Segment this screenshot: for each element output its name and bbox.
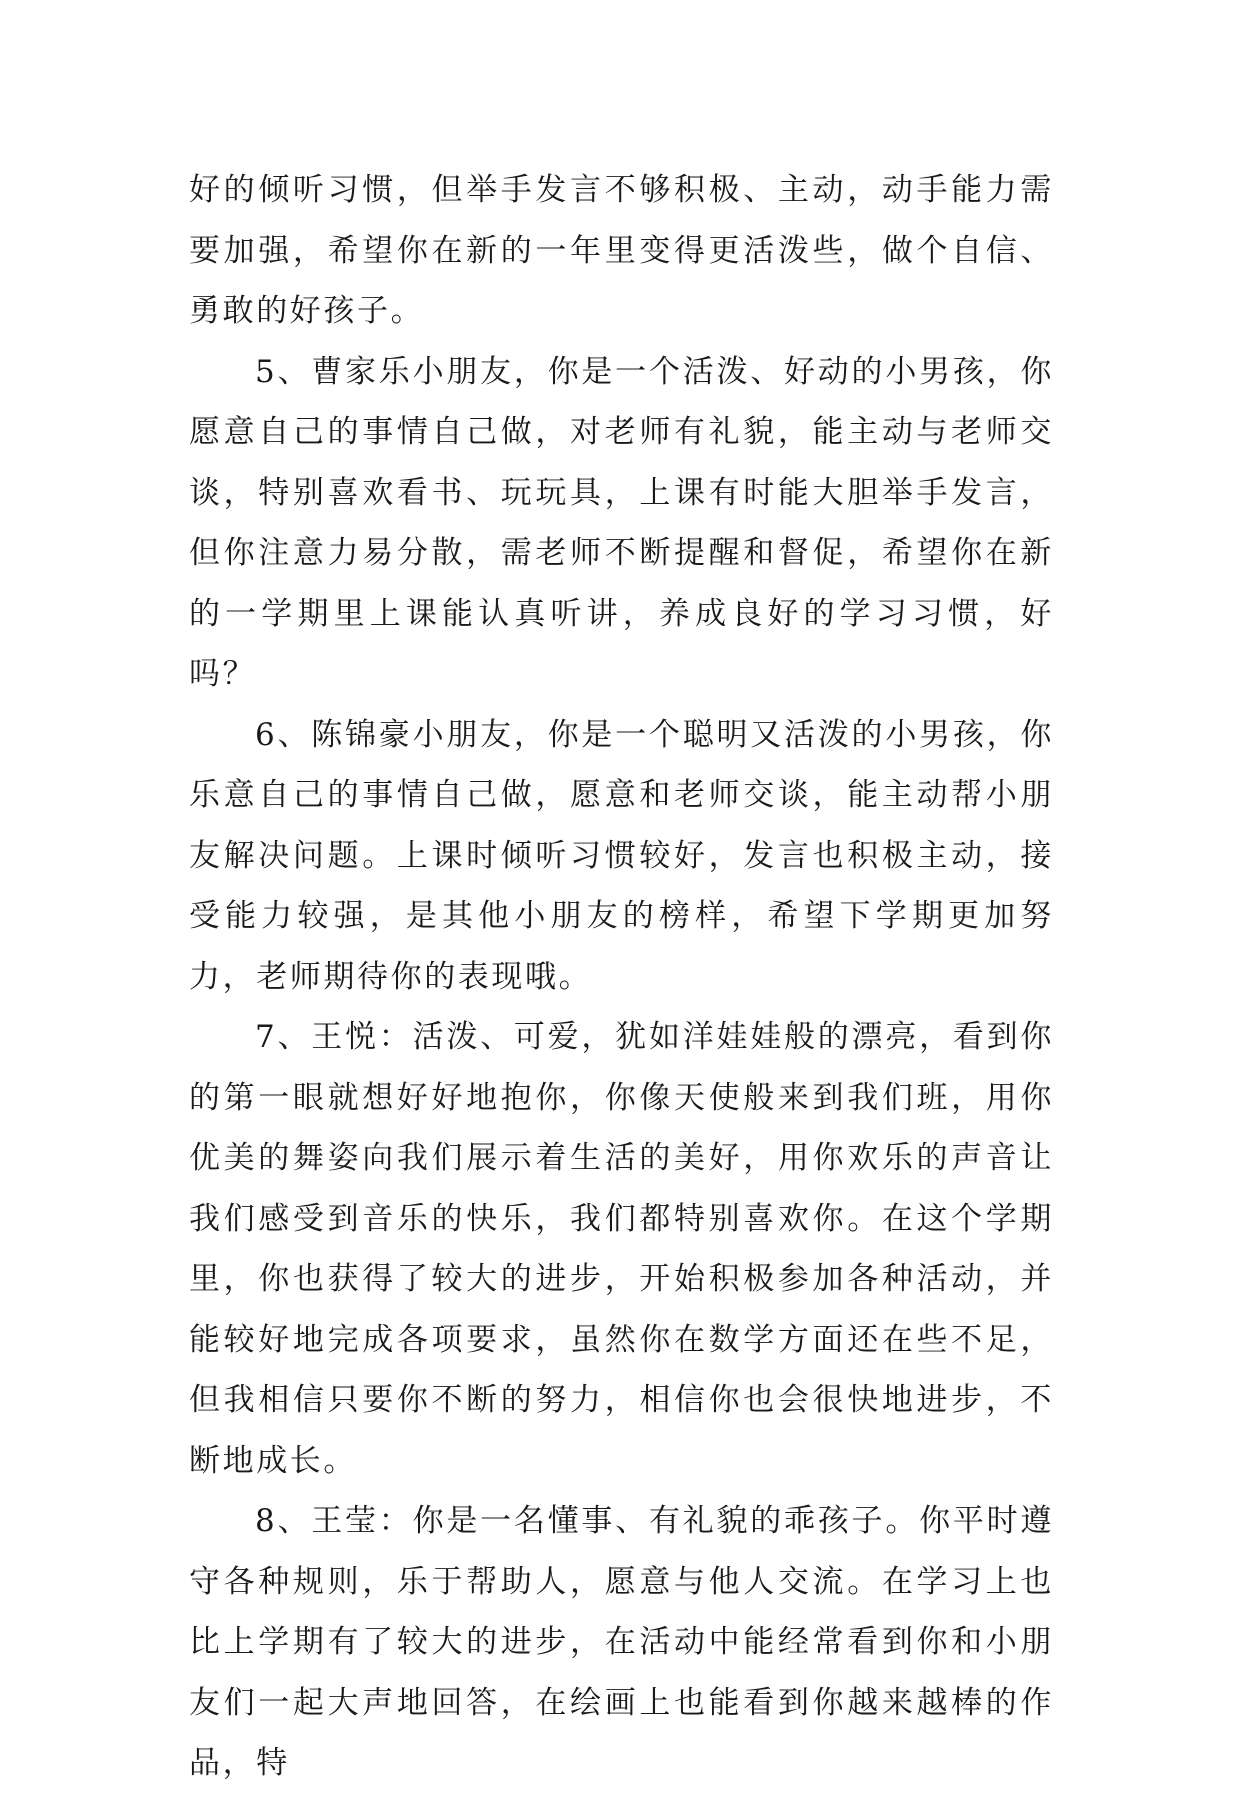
paragraph-comment-5: 5、曹家乐小朋友，你是一个活泼、好动的小男孩，你愿意自己的事情自己做，对老师有礼貌，能主动与老师交谈，特别喜欢看书、玩玩具，上课有时能大胆举手发言，但你注意力易分散，需老师不断提醒和督促，希望你在新的一学期里上课能认真听讲，养成良好的学习习惯，好吗？ [189,353,1054,692]
document-body [189,160,1054,1794]
paragraph-comment-7: 7、王悦：活泼、可爱，犹如洋娃娃般的漂亮，看到你的第一眼就想好好地抱你，你像天使般来到我们班，用你优美的舞姿向我们展示着生活的美好，用你欢乐的声音让我们感受到音乐的快乐，我们都特别喜欢你。在这个学期里，你也获得了较大的进步，开始积极参加各种活动，并能较好地完成各项要求，虽然你在数学方面还在些不足，但我相信只要你不断的努力，相信你也会很快地进步，不断地成长。 [189,1019,1054,1479]
paragraph-continued: 好的倾听习惯，但举手发言不够积极、主动，动手能力需要加强，希望你在新的一年里变得更活泼些，做个自信、勇敢的好孩子。 [189,172,1054,329]
paragraph-comment-6: 6、陈锦豪小朋友，你是一个聪明又活泼的小男孩，你乐意自己的事情自己做，愿意和老师交谈，能主动帮小朋友解决问题。上课时倾听习惯较好，发言也积极主动，接受能力较强，是其他小朋友的榜样，希望下学期更加努力，老师期待你的表现哦。 [189,716,1054,995]
paragraph-comment-8: 8、王莹：你是一名懂事、有礼貌的乖孩子。你平时遵守各种规则，乐于帮助人，愿意与他人交流。在学习上也比上学期有了较大的进步，在活动中能经常看到你和小朋友们一起大声地回答，在绘画上也能看到你越来越棒的作品，特 [189,1503,1054,1781]
